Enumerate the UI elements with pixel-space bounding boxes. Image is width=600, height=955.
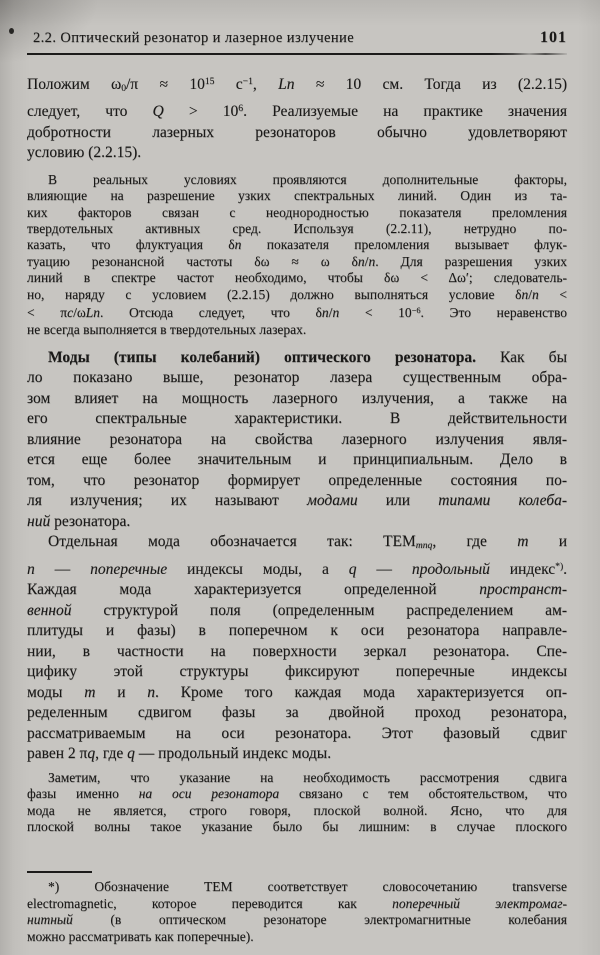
paragraph-mode-notation [27,532,567,764]
text-line: влияние резонатора на свойства лазерного излучения явля- [27,430,567,448]
text-line: Положим $\omega_0/\pi \approx 10^{15}$ $с^{-1}$, Ln ≈ 10 см. Тогда из (2.2.15) [27,75,567,94]
text-line: можно рассматривать как поперечные). [27,928,254,944]
paragraph-modes-intro [27,348,567,533]
text-line: цифику этой структуры фиксируют поперечные индексы [27,663,567,681]
text-line: том, что резонатор формирует определенные состояния по- [27,471,567,489]
text-line: влияющие на разрешение узких спектральных линий. Один из та- [27,188,567,204]
text-line: твердотельных активных сред. Используя (2.2.11), нетрудно по- [27,220,567,236]
text-line: моды m и n. Кроме того каждая мода характеризуется оп- [27,683,567,701]
text-line: ля излучения; их называют модами или типами колеба- [27,492,567,510]
text-line: ется еще более значительным и принципиальным. Дело в [27,451,567,469]
text-line: его спектральные характеристики. В действительности [27,410,567,428]
scan-artifact-dot [9,28,14,34]
running-header [27,28,567,48]
paragraph-fine-print-factors [27,172,567,338]
text-line: Моды (типы колебаний) оптического резонатора. Как бы [48,348,567,366]
text-line: нитный (в оптическом резонаторе электромагнитные колебания [27,912,567,928]
text-line: ределенным сдвигом фазы за двойной проход резонатора, [27,704,567,722]
text-line: В реальных условиях проявляются дополнительные факторы, [48,171,567,187]
text-line: ло показано выше, резонатор лазера существенным обра- [27,369,567,387]
footnote-separator [27,871,92,873]
text-line: Каждая мода характеризуется определенной пространст- [27,581,567,599]
page-number: 101 [540,29,567,46]
text-line: *) Обозначение ТЕМ соответствует словосочетанию transverse [48,879,567,895]
text-line: зом влияет на мощность лазерного излучения, а также на [27,389,567,407]
text-line: следует, что $Q > 10^6$. Реализуемые на практике значения [27,103,567,121]
text-line: ких факторов связан с неоднородностью показателя преломления [27,204,567,220]
text-line: фазы именно на оси резонатора связано с тем обстоятельством, что [27,786,567,802]
header-rule [27,53,567,55]
text-line: плоской волны такое указание было бы лишним: в случае плоского [27,819,567,835]
text-line: туацию резонансной частоты δω ≈ ω δn/n. Для разрешения узких [27,253,567,269]
text-line: условию (2.2.15). [27,144,142,162]
text-line: ний резонатора. [27,512,131,530]
text-line: < πc/ωLn. Отсюда следует, что $\delta n/n < 10^{-6}$. Это неравенство [27,305,567,321]
text-line: мода не является, строго говоря, плоской волной. Ясно, что для [27,802,567,818]
text-line: Отдельная мода обозначается так: $ТЕМ_{mnq}$, где m и [48,533,568,552]
text-line: венной структурой поля (определенным распределением ам- [27,601,567,619]
text-line: не всегда выполняется в твердотельных лазерах. [27,321,307,337]
paragraph-fine-print-phase [27,770,567,836]
text-line: electromagnetic, которое переводится как поперечный электромаг- [27,895,568,911]
footnote-tem [27,879,567,945]
running-header-title: 2.2. Оптический резонатор и лазерное излучение [33,30,355,46]
text-line: Заметим, что указание на необходимость рассмотрения сдвига [48,769,567,785]
text-line: n — поперечные индексы моды, а q — продольный индекс*). [27,560,568,578]
text-line: но, наряду с условием (2.2.15) должно выполняться условие δn/n < [27,286,567,302]
text-line: линий в спектре частот необходимо, чтобы δω < Δω′; следователь- [27,270,567,286]
text-line: казать, что флуктуация δn показателя преломления вызывает флук- [27,237,567,253]
text-line: нии, в частности на поверхности зеркал резонатора. Спе- [27,642,567,660]
paragraph-q-factor [27,72,567,164]
text-line: добротности лазерных резонаторов обычно удовлетворяют [27,123,567,141]
text-line: плитуды и фазы) в поперечном к оси резонатора направле- [27,622,567,640]
text-line: рассматриваемым на оси резонатора. Этот фазовый сдвиг [27,724,567,742]
text-line: равен 2 πq, где q — продольный индекс моды. [27,745,332,763]
